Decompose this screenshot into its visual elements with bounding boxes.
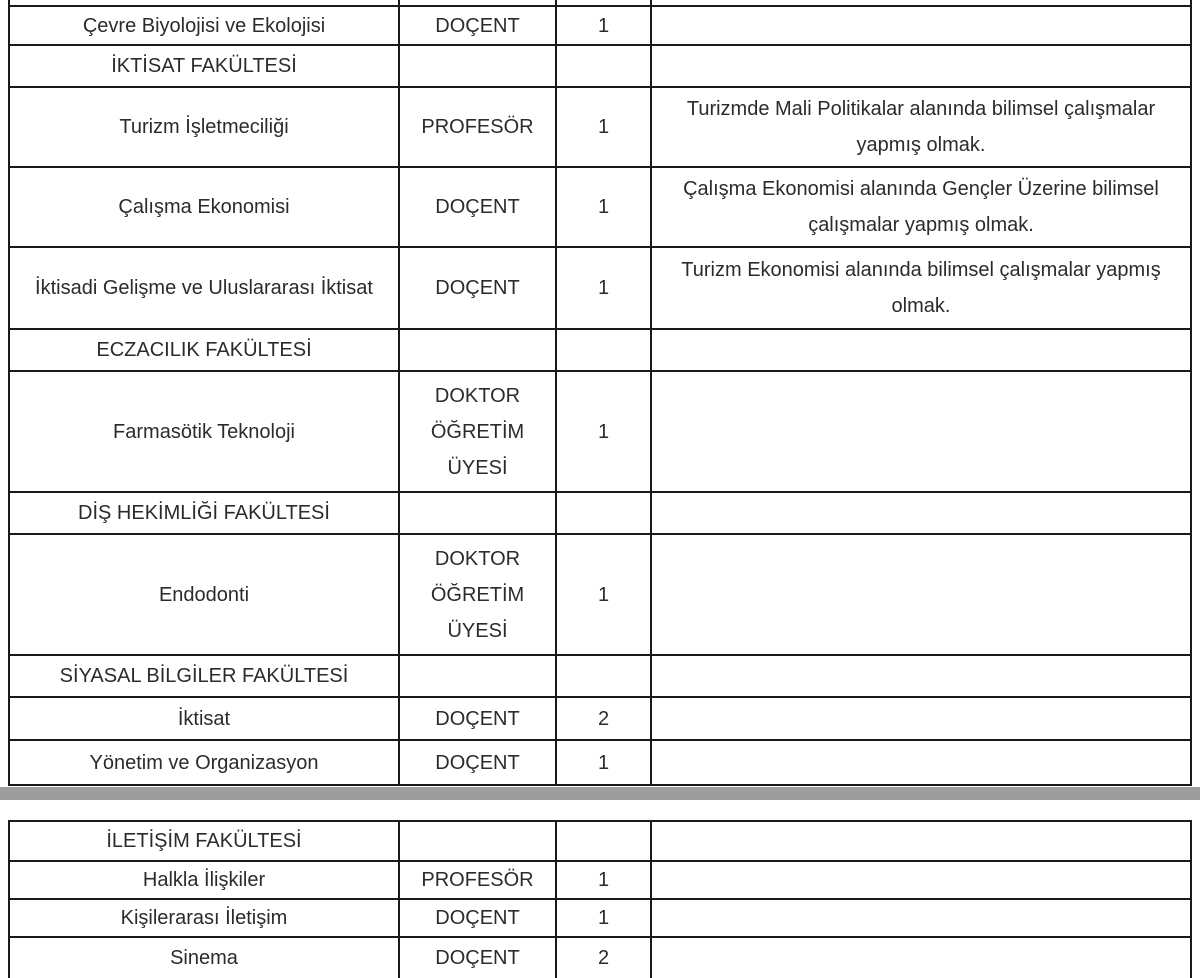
title-cell <box>400 493 557 535</box>
count-cell: 2 <box>557 938 652 978</box>
title-cell: DOÇENT <box>400 741 557 786</box>
count-cell: 1 <box>557 7 652 46</box>
count-cell: 1 <box>557 168 652 248</box>
description-cell <box>652 862 1192 900</box>
title-cell: PROFESÖR <box>400 862 557 900</box>
count-cell <box>557 0 652 7</box>
department-cell: Çalışma Ekonomisi <box>10 168 400 248</box>
description-cell <box>652 741 1192 786</box>
department-cell: Sinema <box>10 938 400 978</box>
department-cell: Yönetim ve Organizasyon <box>10 741 400 786</box>
description-cell <box>652 822 1192 862</box>
description-cell <box>652 46 1192 88</box>
description-cell <box>652 900 1192 938</box>
department-cell: Halkla İlişkiler <box>10 862 400 900</box>
table-row <box>10 88 1192 168</box>
count-cell: 1 <box>557 372 652 493</box>
faculty-header-cell: İLETİŞİM FAKÜLTESİ <box>10 822 400 862</box>
title-cell: DOKTOR ÖĞRETİM ÜYESİ <box>400 535 557 656</box>
count-cell: 1 <box>557 741 652 786</box>
positions-table-2 <box>8 820 1192 978</box>
count-cell: 1 <box>557 248 652 330</box>
table-row <box>10 900 1192 938</box>
description-cell: Turizmde Mali Politikalar alanında bilimsel çalışmalar yapmış olmak. <box>652 88 1192 168</box>
title-cell: DOÇENT <box>400 698 557 741</box>
title-cell: PROFESÖR <box>400 88 557 168</box>
title-cell: DOÇENT <box>400 168 557 248</box>
faculty-header-row <box>10 656 1192 698</box>
department-cell: Farmasötik Teknoloji <box>10 372 400 493</box>
count-cell <box>557 493 652 535</box>
description-cell <box>652 493 1192 535</box>
table-row <box>10 168 1192 248</box>
faculty-header-row <box>10 330 1192 372</box>
table-row <box>10 372 1192 493</box>
description-cell <box>652 535 1192 656</box>
count-cell: 1 <box>557 900 652 938</box>
faculty-header-row <box>10 822 1192 862</box>
description-cell <box>652 698 1192 741</box>
title-cell: DOÇENT <box>400 7 557 46</box>
description-cell: Çalışma Ekonomisi alanında Gençler Üzerine bilimsel çalışmalar yapmış olmak. <box>652 168 1192 248</box>
title-cell: DOÇENT <box>400 900 557 938</box>
count-cell <box>557 822 652 862</box>
faculty-header-row <box>10 493 1192 535</box>
title-cell <box>400 656 557 698</box>
faculty-header-cell: DİŞ HEKİMLİĞİ FAKÜLTESİ <box>10 493 400 535</box>
title-cell: DOÇENT <box>400 938 557 978</box>
department-cell: Çevre Biyolojisi ve Ekolojisi <box>10 7 400 46</box>
department-cell: İktisadi Gelişme ve Uluslararası İktisat <box>10 248 400 330</box>
description-cell <box>652 330 1192 372</box>
faculty-header-cell: ECZACILIK FAKÜLTESİ <box>10 330 400 372</box>
description-cell <box>652 656 1192 698</box>
title-cell <box>400 46 557 88</box>
count-cell <box>557 330 652 372</box>
department-cell: Kişilerarası İletişim <box>10 900 400 938</box>
table-row <box>10 741 1192 786</box>
table-row <box>10 535 1192 656</box>
count-cell <box>557 656 652 698</box>
faculty-header-cell: İKTİSAT FAKÜLTESİ <box>10 46 400 88</box>
department-cell: İktisat <box>10 698 400 741</box>
department-cell <box>10 0 400 7</box>
count-cell: 1 <box>557 862 652 900</box>
table-row <box>10 248 1192 330</box>
description-cell: Turizm Ekonomisi alanında bilimsel çalışmalar yapmış olmak. <box>652 248 1192 330</box>
faculty-header-row <box>10 46 1192 88</box>
title-cell: DOÇENT <box>400 248 557 330</box>
positions-table-1 <box>8 0 1192 786</box>
count-cell: 1 <box>557 535 652 656</box>
table-row <box>10 698 1192 741</box>
description-cell <box>652 7 1192 46</box>
title-cell <box>400 0 557 7</box>
department-cell: Turizm İşletmeciliği <box>10 88 400 168</box>
title-cell <box>400 330 557 372</box>
table-row <box>10 938 1192 978</box>
description-cell <box>652 0 1192 7</box>
count-cell <box>557 46 652 88</box>
description-cell <box>652 938 1192 978</box>
table-row-partial <box>10 0 1192 7</box>
count-cell: 1 <box>557 88 652 168</box>
faculty-header-cell: SİYASAL BİLGİLER FAKÜLTESİ <box>10 656 400 698</box>
table-row <box>10 7 1192 46</box>
section-separator <box>0 787 1200 800</box>
table-row <box>10 862 1192 900</box>
count-cell: 2 <box>557 698 652 741</box>
description-cell <box>652 372 1192 493</box>
title-cell <box>400 822 557 862</box>
title-cell: DOKTOR ÖĞRETİM ÜYESİ <box>400 372 557 493</box>
department-cell: Endodonti <box>10 535 400 656</box>
